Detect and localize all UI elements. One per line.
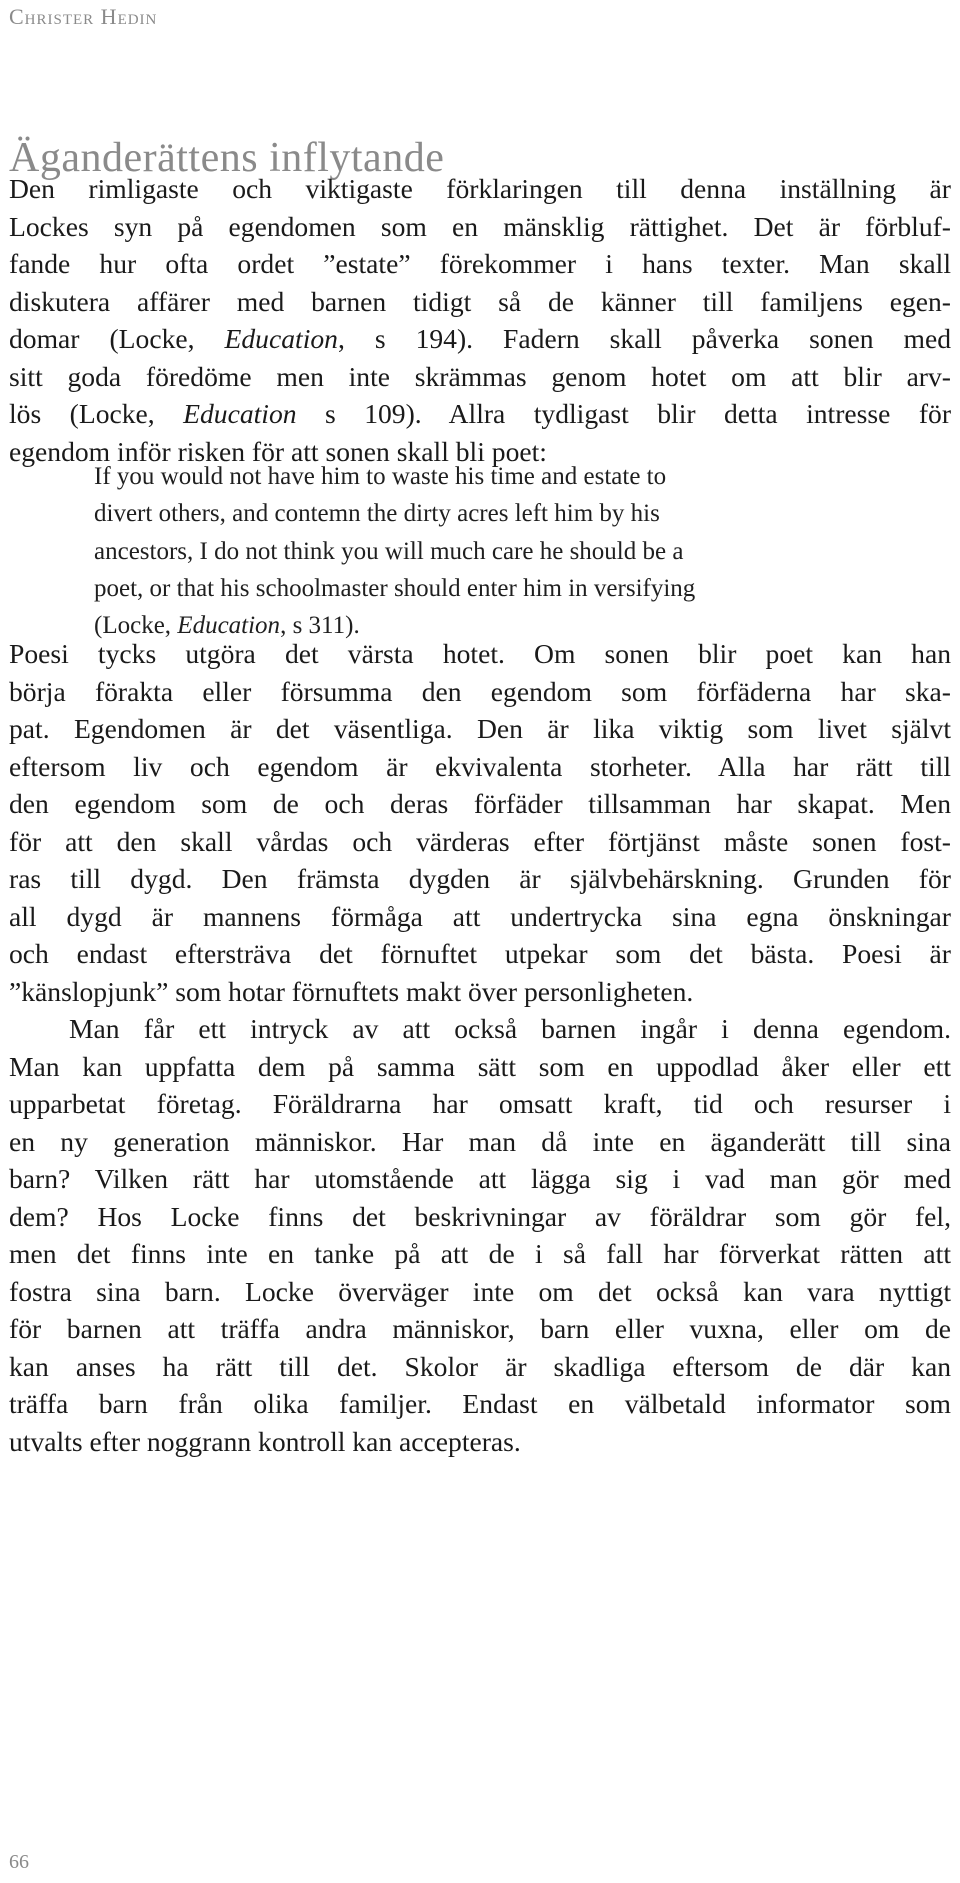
text-segment: barn? Vilken rätt har utomstående att lägga sig i vad man gör med bbox=[9, 1163, 951, 1194]
text-segment: eftersom liv och egendom är ekvivalenta storheter. Alla har rätt till bbox=[9, 750, 951, 782]
text-line bbox=[9, 1310, 951, 1348]
text-segment: träffa barn från olika familjer. Endast en välbetald informator som bbox=[9, 1388, 951, 1419]
text-segment: , s 194). Fadern skall påverka sonen med bbox=[337, 323, 951, 354]
text-line bbox=[9, 973, 951, 1011]
text-segment: lös (Locke, bbox=[9, 398, 184, 429]
text-segment: Man kan uppfatta dem på samma sätt som en uppodlad åker eller ett bbox=[9, 1050, 951, 1082]
text-segment: Lockes syn på egendomen som en mänsklig rättighet. Det är förbluf- bbox=[9, 210, 951, 242]
text-segment: (Locke, bbox=[94, 612, 178, 640]
text-line bbox=[94, 458, 874, 495]
text-segment: sitt goda föredöme men inte skrämmas genom hotet om att blir arv- bbox=[9, 360, 951, 392]
text-line bbox=[9, 935, 951, 973]
text-segment: dem? Hos Locke finns det beskrivningar av föräldrar som gör fel, bbox=[9, 1200, 951, 1232]
page-number: 66 bbox=[9, 1851, 29, 1873]
text-line bbox=[9, 1123, 951, 1161]
text-segment: fande hur ofta ordet ”estate” förekommer i hans texter. Man skall bbox=[9, 248, 951, 279]
text-segment: börja förakta eller försumma den egendom som förfäderna har ska- bbox=[9, 675, 951, 707]
text-line bbox=[9, 748, 951, 786]
text-segment: all dygd är mannens förmåga att undertrycka sina egna önskningar bbox=[9, 900, 951, 932]
text-line bbox=[9, 673, 951, 711]
text-segment: egendom inför risken för att sonen skall bli poet: bbox=[9, 435, 547, 467]
text-segment: och endast eftersträva det förnuftet utpekar som det bästa. Poesi är bbox=[9, 938, 951, 969]
paragraph-1 bbox=[9, 170, 951, 470]
text-line bbox=[9, 208, 951, 246]
text-line bbox=[9, 860, 951, 898]
italic-title: Education bbox=[177, 612, 281, 640]
text-segment: fostra sina barn. Locke överväger inte om det också kan vara nyttigt bbox=[9, 1275, 951, 1307]
text-segment: domar (Locke, bbox=[9, 323, 225, 354]
text-line bbox=[9, 785, 951, 823]
text-segment: pat. Egendomen är det väsentliga. Den är lika viktig som livet självt bbox=[9, 713, 951, 744]
italic-title: Education bbox=[224, 323, 338, 354]
text-line bbox=[94, 570, 874, 607]
text-line bbox=[9, 1048, 951, 1086]
text-segment: diskutera affärer med barnen tidigt så de känner till familjens egen- bbox=[9, 285, 951, 317]
text-segment: Poesi tycks utgöra det värsta hotet. Om sonen blir poet kan han bbox=[9, 638, 951, 669]
text-segment: den egendom som de och deras förfäder tillsamman har skapat. Men bbox=[9, 788, 951, 819]
text-line bbox=[9, 245, 951, 283]
text-segment: upparbetat företag. Föräldrarna har omsatt kraft, tid och resurser i bbox=[9, 1088, 951, 1119]
text-segment: Den rimligaste och viktigaste förklaringen till denna inställning är bbox=[9, 173, 951, 204]
text-segment: ”känslopjunk” som hotar förnuftets makt över personligheten. bbox=[9, 975, 694, 1007]
text-line bbox=[9, 1423, 951, 1461]
section-heading: Äganderättens inflytande bbox=[9, 135, 445, 181]
block-quote bbox=[94, 458, 874, 644]
text-segment: s 109). Allra tydligast blir detta intresse för bbox=[296, 398, 952, 429]
text-line bbox=[9, 898, 951, 936]
italic-title: Education bbox=[183, 398, 297, 429]
text-line bbox=[9, 283, 951, 321]
text-segment: poet, or that his schoolmaster should enter him in versifying bbox=[94, 574, 696, 602]
text-line bbox=[9, 1235, 951, 1273]
text-line bbox=[9, 358, 951, 396]
text-segment: , s 311). bbox=[280, 612, 360, 640]
text-line bbox=[9, 1160, 951, 1198]
text-segment: men det finns inte en tanke på att de i så fall har förverkat rätten att bbox=[9, 1238, 951, 1269]
text-line bbox=[94, 533, 874, 570]
text-line bbox=[9, 710, 951, 748]
text-line bbox=[9, 1348, 951, 1386]
text-segment: utvalts efter noggrann kontroll kan accepteras. bbox=[9, 1425, 521, 1457]
running-head: Christer Hedin bbox=[9, 4, 158, 29]
paragraph-2 bbox=[9, 635, 951, 1010]
text-line bbox=[9, 1273, 951, 1311]
text-line bbox=[9, 1385, 951, 1423]
text-line bbox=[9, 635, 951, 673]
text-segment: för barnen att träffa andra människor, barn eller vuxna, eller om de bbox=[9, 1313, 951, 1344]
text-line bbox=[9, 395, 951, 433]
text-line bbox=[9, 1010, 951, 1048]
text-segment: för att den skall vårdas och värderas efter förtjänst måste sonen fost- bbox=[9, 825, 951, 857]
text-line bbox=[9, 320, 951, 358]
text-segment: kan anses ha rätt till det. Skolor är skadliga eftersom de där kan bbox=[9, 1350, 951, 1382]
paragraph-3 bbox=[9, 1010, 951, 1460]
text-line bbox=[9, 170, 951, 208]
text-segment: If you would not have him to waste his time and estate to bbox=[94, 463, 667, 490]
text-segment: en ny generation människor. Har man då inte en äganderätt till sina bbox=[9, 1125, 951, 1157]
text-line bbox=[9, 1198, 951, 1236]
text-line bbox=[94, 495, 874, 532]
text-line bbox=[9, 823, 951, 861]
text-line bbox=[9, 1085, 951, 1123]
text-segment: ras till dygd. Den främsta dygden är självbehärskning. Grunden för bbox=[9, 863, 951, 894]
text-segment: Man får ett intryck av att också barnen ingår i denna egendom. bbox=[69, 1013, 951, 1044]
text-segment: ancestors, I do not think you will much care he should be a bbox=[94, 537, 684, 565]
text-segment: divert others, and contemn the dirty acres left him by his bbox=[94, 500, 660, 528]
